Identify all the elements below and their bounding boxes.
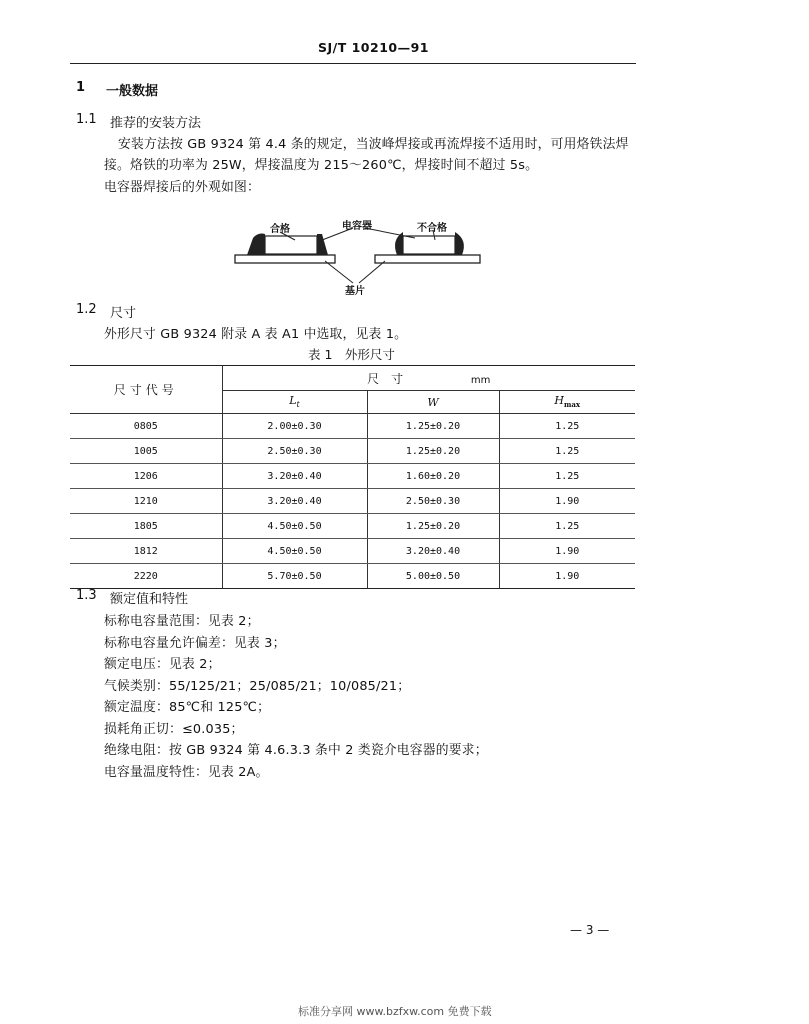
leader-substrate-left [325,261,353,283]
subsection-1-2-number: 1.2 [76,302,97,317]
cell-code: 1210 [70,489,222,514]
cell-length: 3.20±0.40 [222,464,367,489]
leader-cap-right [365,228,415,238]
cell-length: 5.70±0.50 [222,564,367,589]
cell-height: 1.90 [499,539,635,564]
dimensions-paragraph: 外形尺寸 GB 9324 附录 A 表 A1 中选取，见表 1。 [104,327,408,342]
label-capacitor: 电容器 [342,221,372,232]
section-title: 一般数据 [106,84,159,99]
rating-item: 绝缘电阻：按 GB 9324 第 4.6.3.3 条中 2 类瓷介电容器的要求； [104,743,488,758]
cell-code: 1812 [70,539,222,564]
table-row [70,539,635,564]
table-row [70,464,635,489]
capacitor-left [265,236,317,254]
capacitor-right [403,236,455,254]
cell-height: 1.25 [499,514,635,539]
cell-width: 1.25±0.20 [367,514,499,539]
cell-height: 1.25 [499,439,635,464]
col-header-width: W [367,391,499,414]
cell-length: 3.20±0.40 [222,489,367,514]
rating-item: 额定电压：见表 2； [104,657,221,672]
solder-blob-right-b [455,232,464,255]
subsection-1-1-number: 1.1 [76,112,97,127]
table-row [70,439,635,464]
page-number: — 3 — [570,923,610,937]
substrate-right [375,255,480,263]
cell-height: 1.90 [499,564,635,589]
standard-code-header: SJ/T 10210—91 [318,40,429,55]
cell-code: 1005 [70,439,222,464]
cell-width: 1.25±0.20 [367,439,499,464]
watermark-text: 标准分享网 www.bzfxw.com 免费下载 [298,1005,492,1018]
table-row [70,489,635,514]
rating-item: 标称电容量范围：见表 2； [104,614,260,629]
cell-code: 1805 [70,514,222,539]
rating-item: 气候类别：55/125/21；25/085/21；10/085/21； [104,678,411,694]
cell-height: 1.25 [499,464,635,489]
cell-width: 1.25±0.20 [367,414,499,439]
solder-fillet-left [247,234,265,256]
install-paragraph-line1: 安装方法按 GB 9324 第 4.4 条的规定，当波峰焊接或再流焊接不适用时，可用烙铁法焊 [118,137,629,152]
cell-length: 2.50±0.30 [222,439,367,464]
rating-item: 额定温度：85℃和 125℃； [104,700,271,715]
col-header-height: $H_{max}$ [499,391,635,414]
subsection-1-3-title: 额定值和特性 [110,592,189,607]
cell-height: 1.25 [499,414,635,439]
cell-code: 0805 [70,414,222,439]
subsection-1-3-number: 1.3 [76,588,97,603]
col-header-dimensions [222,366,635,391]
label-substrate: 基片 [345,286,365,297]
solder-fillet-left-right [317,234,328,255]
dimensions-label: 尺 寸 [367,371,404,386]
label-pass: 合格 [270,224,290,235]
install-paragraph-line2: 接。烙铁的功率为 25W，焊接温度为 215～260℃，焊接时间不超过 5s。 [104,158,539,173]
dimensions-table [70,365,635,589]
cell-code: 1206 [70,464,222,489]
substrate-left [235,255,335,263]
table-caption: 表 1 外形尺寸 [308,347,395,362]
table-row [70,564,635,589]
cell-length: 2.00±0.30 [222,414,367,439]
cell-height: 1.90 [499,489,635,514]
section-number: 1 [76,80,86,95]
col-header-length: $L_t$ [222,391,367,414]
rating-item: 电容量温度特性：见表 2A。 [104,764,269,780]
col-header-code: 尺寸代号 [70,366,222,414]
figure-intro-text: 电容器焊接后的外观如图： [104,180,260,195]
table-row [70,514,635,539]
rating-item: 损耗角正切：≤0.035； [104,721,244,737]
subsection-1-1-title: 推荐的安装方法 [110,116,202,131]
cell-length: 4.50±0.50 [222,539,367,564]
subsection-1-2-title: 尺寸 [110,306,137,321]
header-rule [70,63,636,64]
rating-item: 标称电容量允许偏差：见表 3； [104,635,286,651]
soldering-figure [225,210,495,295]
cell-code: 2220 [70,564,222,589]
cell-width: 3.20±0.40 [367,539,499,564]
unit-label: mm [470,374,491,386]
label-fail: 不合格 [417,223,447,234]
leader-substrate-right [359,261,385,283]
cell-width: 2.50±0.30 [367,489,499,514]
cell-length: 4.50±0.50 [222,514,367,539]
table-row [70,414,635,439]
cell-width: 1.60±0.20 [367,464,499,489]
cell-width: 5.00±0.50 [367,564,499,589]
